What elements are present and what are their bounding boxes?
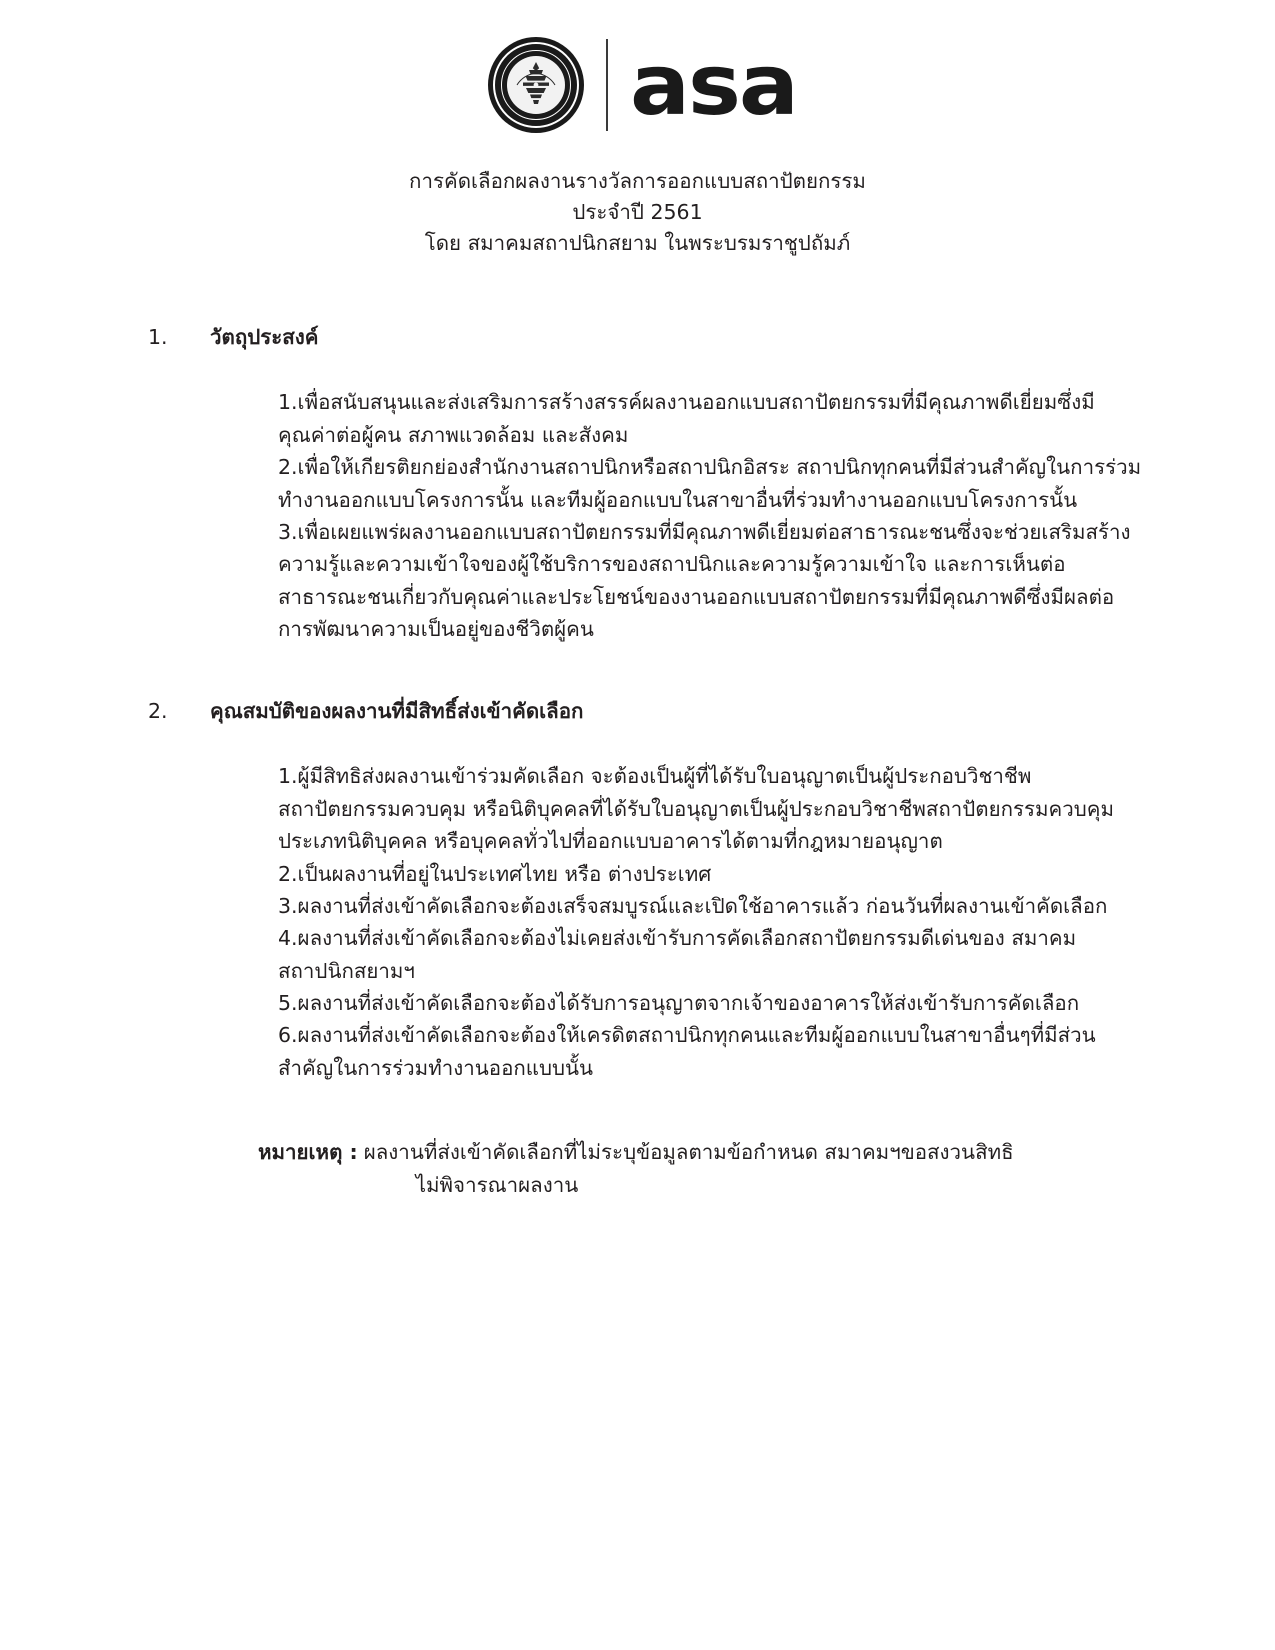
paragraph: 3.เพื่อเผยแพร่ผลงานออกแบบสถาปัตยกรรมที่มีคุณภาพดีเยี่ยมต่อสาธารณะชนซึ่งจะช่วยเสริมสร้างความรู้และความเข้าใจของผู้ใช้บริการของสถาปนิกและความรู้ความเข้าใจ และการเห็นต่อสาธารณะชนเกี่ยวกับคุณค่าและประโยชน์ของงานออกแบบสถาปัตยกรรมที่มีคุณภาพดีซึ่งมีผลต่อการพัฒนาความเป็นอยู่ของชีวิตผู้คน <box>278 519 1131 642</box>
section-eligibility-paragraphs <box>148 760 1147 1084</box>
title-line-3: โดย สมาคมสถาปนิกสยาม ในพระบรมราชูปถัมภ์ <box>424 231 851 256</box>
page-title <box>0 166 1275 259</box>
footnote-line-1: ผลงานที่ส่งเข้าคัดเลือกที่ไม่ระบุข้อมูลตามข้อกำหนด สมาคมฯขอสงวนสิทธิ <box>363 1140 1014 1165</box>
asa-royal-seal-emblem-icon <box>488 37 584 133</box>
section-number: 1. <box>148 325 168 350</box>
asa-wordmark: asa <box>629 35 797 134</box>
footnote-body <box>364 1136 1014 1202</box>
paragraph: 2.เพื่อให้เกียรติยกย่องสำนักงานสถาปนิกหรือสถาปนิกอิสระ สถาปนิกทุกคนที่มีส่วนสำคัญในการร่วมทำงานออกแบบโครงการนั้น และทีมผู้ออกแบบในสาขาอื่นที่ร่วมทำงานออกแบบโครงการนั้น <box>278 455 1142 512</box>
footnote-label: หมายเหตุ : <box>258 1140 358 1165</box>
paragraph: 6.ผลงานที่ส่งเข้าคัดเลือกจะต้องให้เครดิตสถาปนิกทุกคนและทีมผู้ออกแบบในสาขาอื่นๆที่มีส่วน สำคัญในการร่วมทำงานออกแบบนั้น <box>278 1023 1096 1080</box>
title-line-2: ประจำปี 2561 <box>572 200 703 225</box>
section-title: วัตถุประสงค์ <box>210 325 319 350</box>
document-body <box>0 321 1275 1201</box>
paragraph: 4.ผลงานที่ส่งเข้าคัดเลือกจะต้องไม่เคยส่งเข้ารับการคัดเลือกสถาปัตยกรรมดีเด่นของ สมาคมสถาปนิกสยามฯ <box>278 926 1077 983</box>
section-number: 2. <box>148 699 168 724</box>
section-heading-eligibility <box>148 695 1147 728</box>
paragraph: 3.ผลงานที่ส่งเข้าคัดเลือกจะต้องเสร็จสมบูรณ์และเปิดใช้อาคารแล้ว ก่อนวันที่ผลงานเข้าคัดเลือก <box>278 893 1108 918</box>
section-heading-objectives <box>148 321 1147 354</box>
paragraph: 2.เป็นผลงานที่อยู่ในประเทศไทย หรือ ต่างประเทศ <box>278 861 712 886</box>
title-line-1: การคัดเลือกผลงานรางวัลการออกแบบสถาปัตยกรรม <box>409 169 866 193</box>
footnote <box>148 1136 1147 1202</box>
vertical-divider-icon <box>606 39 608 131</box>
seal-center <box>507 56 565 114</box>
section-objectives-paragraphs <box>148 386 1147 645</box>
logo-header <box>0 0 1275 134</box>
paragraph: 1.เพื่อสนับสนุนและส่งเสริมการสร้างสรรค์ผลงานออกแบบสถาปัตยกรรมที่มีคุณภาพดีเยี่ยมซึ่งมีคุณค่าต่อผู้คน สภาพแวดล้อม และสังคม <box>278 390 1095 447</box>
paragraph: 5.ผลงานที่ส่งเข้าคัดเลือกจะต้องได้รับการอนุญาตจากเจ้าของอาคารให้ส่งเข้ารับการคัดเลือก <box>278 991 1080 1016</box>
footnote-line-2: ไม่พิจารณาผลงาน <box>415 1173 579 1198</box>
section-title: คุณสมบัติของผลงานที่มีสิทธิ์ส่งเข้าคัดเลือก <box>210 699 584 724</box>
paragraph: 1.ผู้มีสิทธิส่งผลงานเข้าร่วมคัดเลือก จะต้องเป็นผู้ที่ได้รับใบอนุญาตเป็นผู้ประกอบวิชาชีพสถาปัตยกรรมควบคุม หรือนิติบุคคลที่ได้รับใบอนุญาตเป็นผู้ประกอบวิชาชีพสถาปัตยกรรมควบคุมประเภทนิติบุคคล หรือบุคคลทั่วไปที่ออกแบบอาคารได้ตามที่กฎหมายอนุญาต <box>278 764 1115 854</box>
